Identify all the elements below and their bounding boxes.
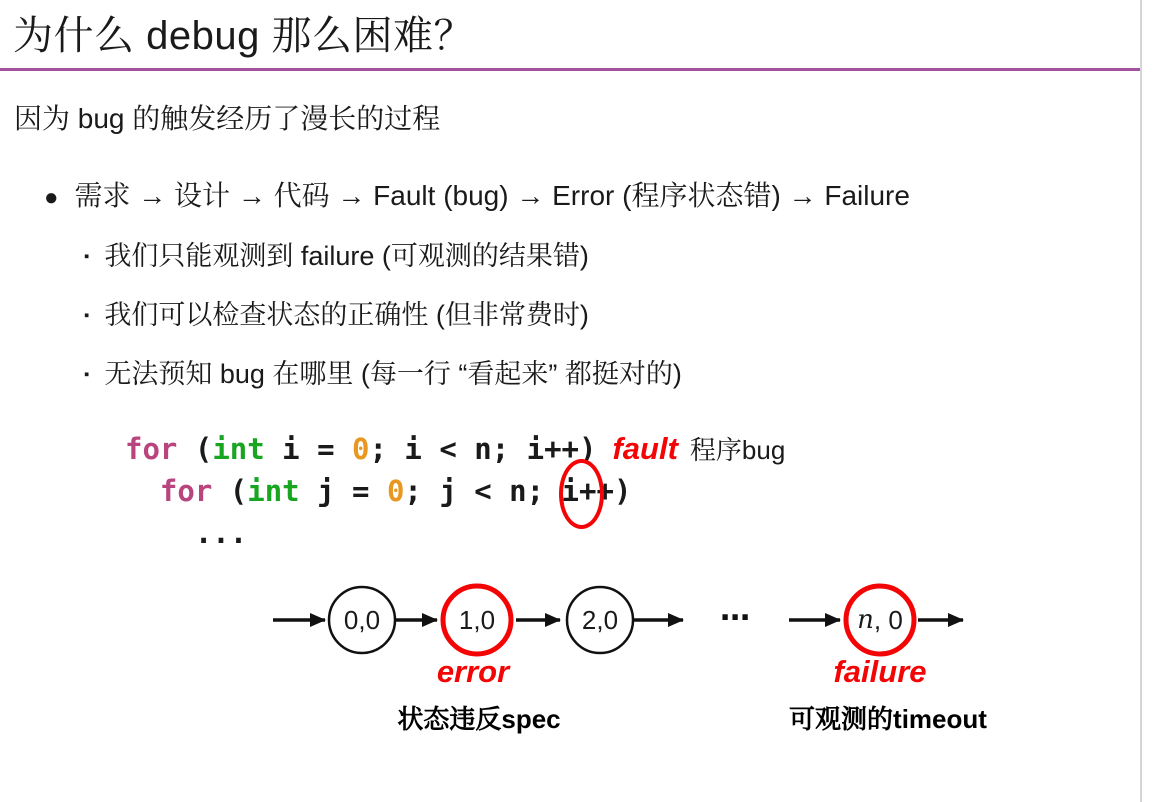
code-token: 0 xyxy=(386,474,405,508)
code-token: i = xyxy=(264,432,353,466)
bullet-icon: ● xyxy=(44,184,59,211)
failure-label: failure xyxy=(833,654,927,689)
state-label-20: 2,0 xyxy=(581,605,619,635)
bullet-item-process-chain xyxy=(44,174,910,214)
square-bullet-icon: ▪ xyxy=(84,307,90,324)
sub-bullet-text: 我们可以检查状态的正确性 (但非常费时) xyxy=(104,300,589,330)
code-token: ( xyxy=(177,432,213,466)
sub-bullet-unknown-bug-location xyxy=(84,352,682,391)
code-token: ) xyxy=(613,474,632,508)
code-token xyxy=(125,474,160,508)
slide-right-border xyxy=(1140,0,1142,802)
state-label-n0 xyxy=(857,605,903,635)
code-token: 0 xyxy=(352,432,370,466)
code-line-3 xyxy=(125,512,785,554)
code-token: for xyxy=(159,474,213,508)
square-bullet-icon: ▪ xyxy=(84,248,90,265)
fault-annotation: fault xyxy=(612,431,678,466)
code-token: ... xyxy=(125,516,248,550)
state-label-10: 1,0 xyxy=(458,605,496,635)
state-var-n: n xyxy=(857,605,874,635)
ellipsis-dots: ⋯ xyxy=(720,600,750,636)
state-label-00: 0,0 xyxy=(343,605,381,635)
page-title: 为什么 debug 那么困难？ xyxy=(13,14,474,58)
code-block xyxy=(125,428,785,554)
code-token: int xyxy=(212,432,265,466)
state-transition-diagram xyxy=(265,582,975,662)
code-tokens xyxy=(125,474,631,508)
error-caption: 状态违反spec xyxy=(397,704,561,734)
sub-bullet-text: 我们只能观测到 failure (可观测的结果错) xyxy=(104,241,589,271)
code-token: ; i < n; i++) xyxy=(369,432,597,466)
error-label: error xyxy=(436,654,510,689)
sub-bullet-check-state xyxy=(84,293,589,332)
fault-caption: 程序bug xyxy=(689,435,786,465)
code-line-2 xyxy=(125,470,785,512)
state-rest: , 0 xyxy=(873,605,903,635)
code-token: ; j < n; xyxy=(404,474,562,508)
code-token: for xyxy=(125,432,178,466)
code-token: j = xyxy=(299,474,387,508)
sub-bullet-observe-failure xyxy=(84,234,589,273)
square-bullet-icon: ▪ xyxy=(84,366,90,383)
failure-caption: 可观测的timeout xyxy=(789,704,987,734)
intro-text: 因为 bug 的触发经历了漫长的过程 xyxy=(14,103,441,134)
bullet-text: 需求 → 设计 → 代码 → Fault (bug) → Error (程序状态错) → Failure xyxy=(74,180,910,211)
code-token: int xyxy=(247,474,300,508)
code-line-1 xyxy=(125,428,785,470)
code-token: ( xyxy=(212,474,248,508)
title-underline xyxy=(0,68,1140,71)
code-tokens xyxy=(125,516,247,550)
code-tokens xyxy=(125,432,596,466)
code-token-circled-bug: i++ xyxy=(562,470,614,512)
sub-bullet-text: 无法预知 bug 在哪里 (每一行 “看起来” 都挺对的) xyxy=(104,359,682,389)
